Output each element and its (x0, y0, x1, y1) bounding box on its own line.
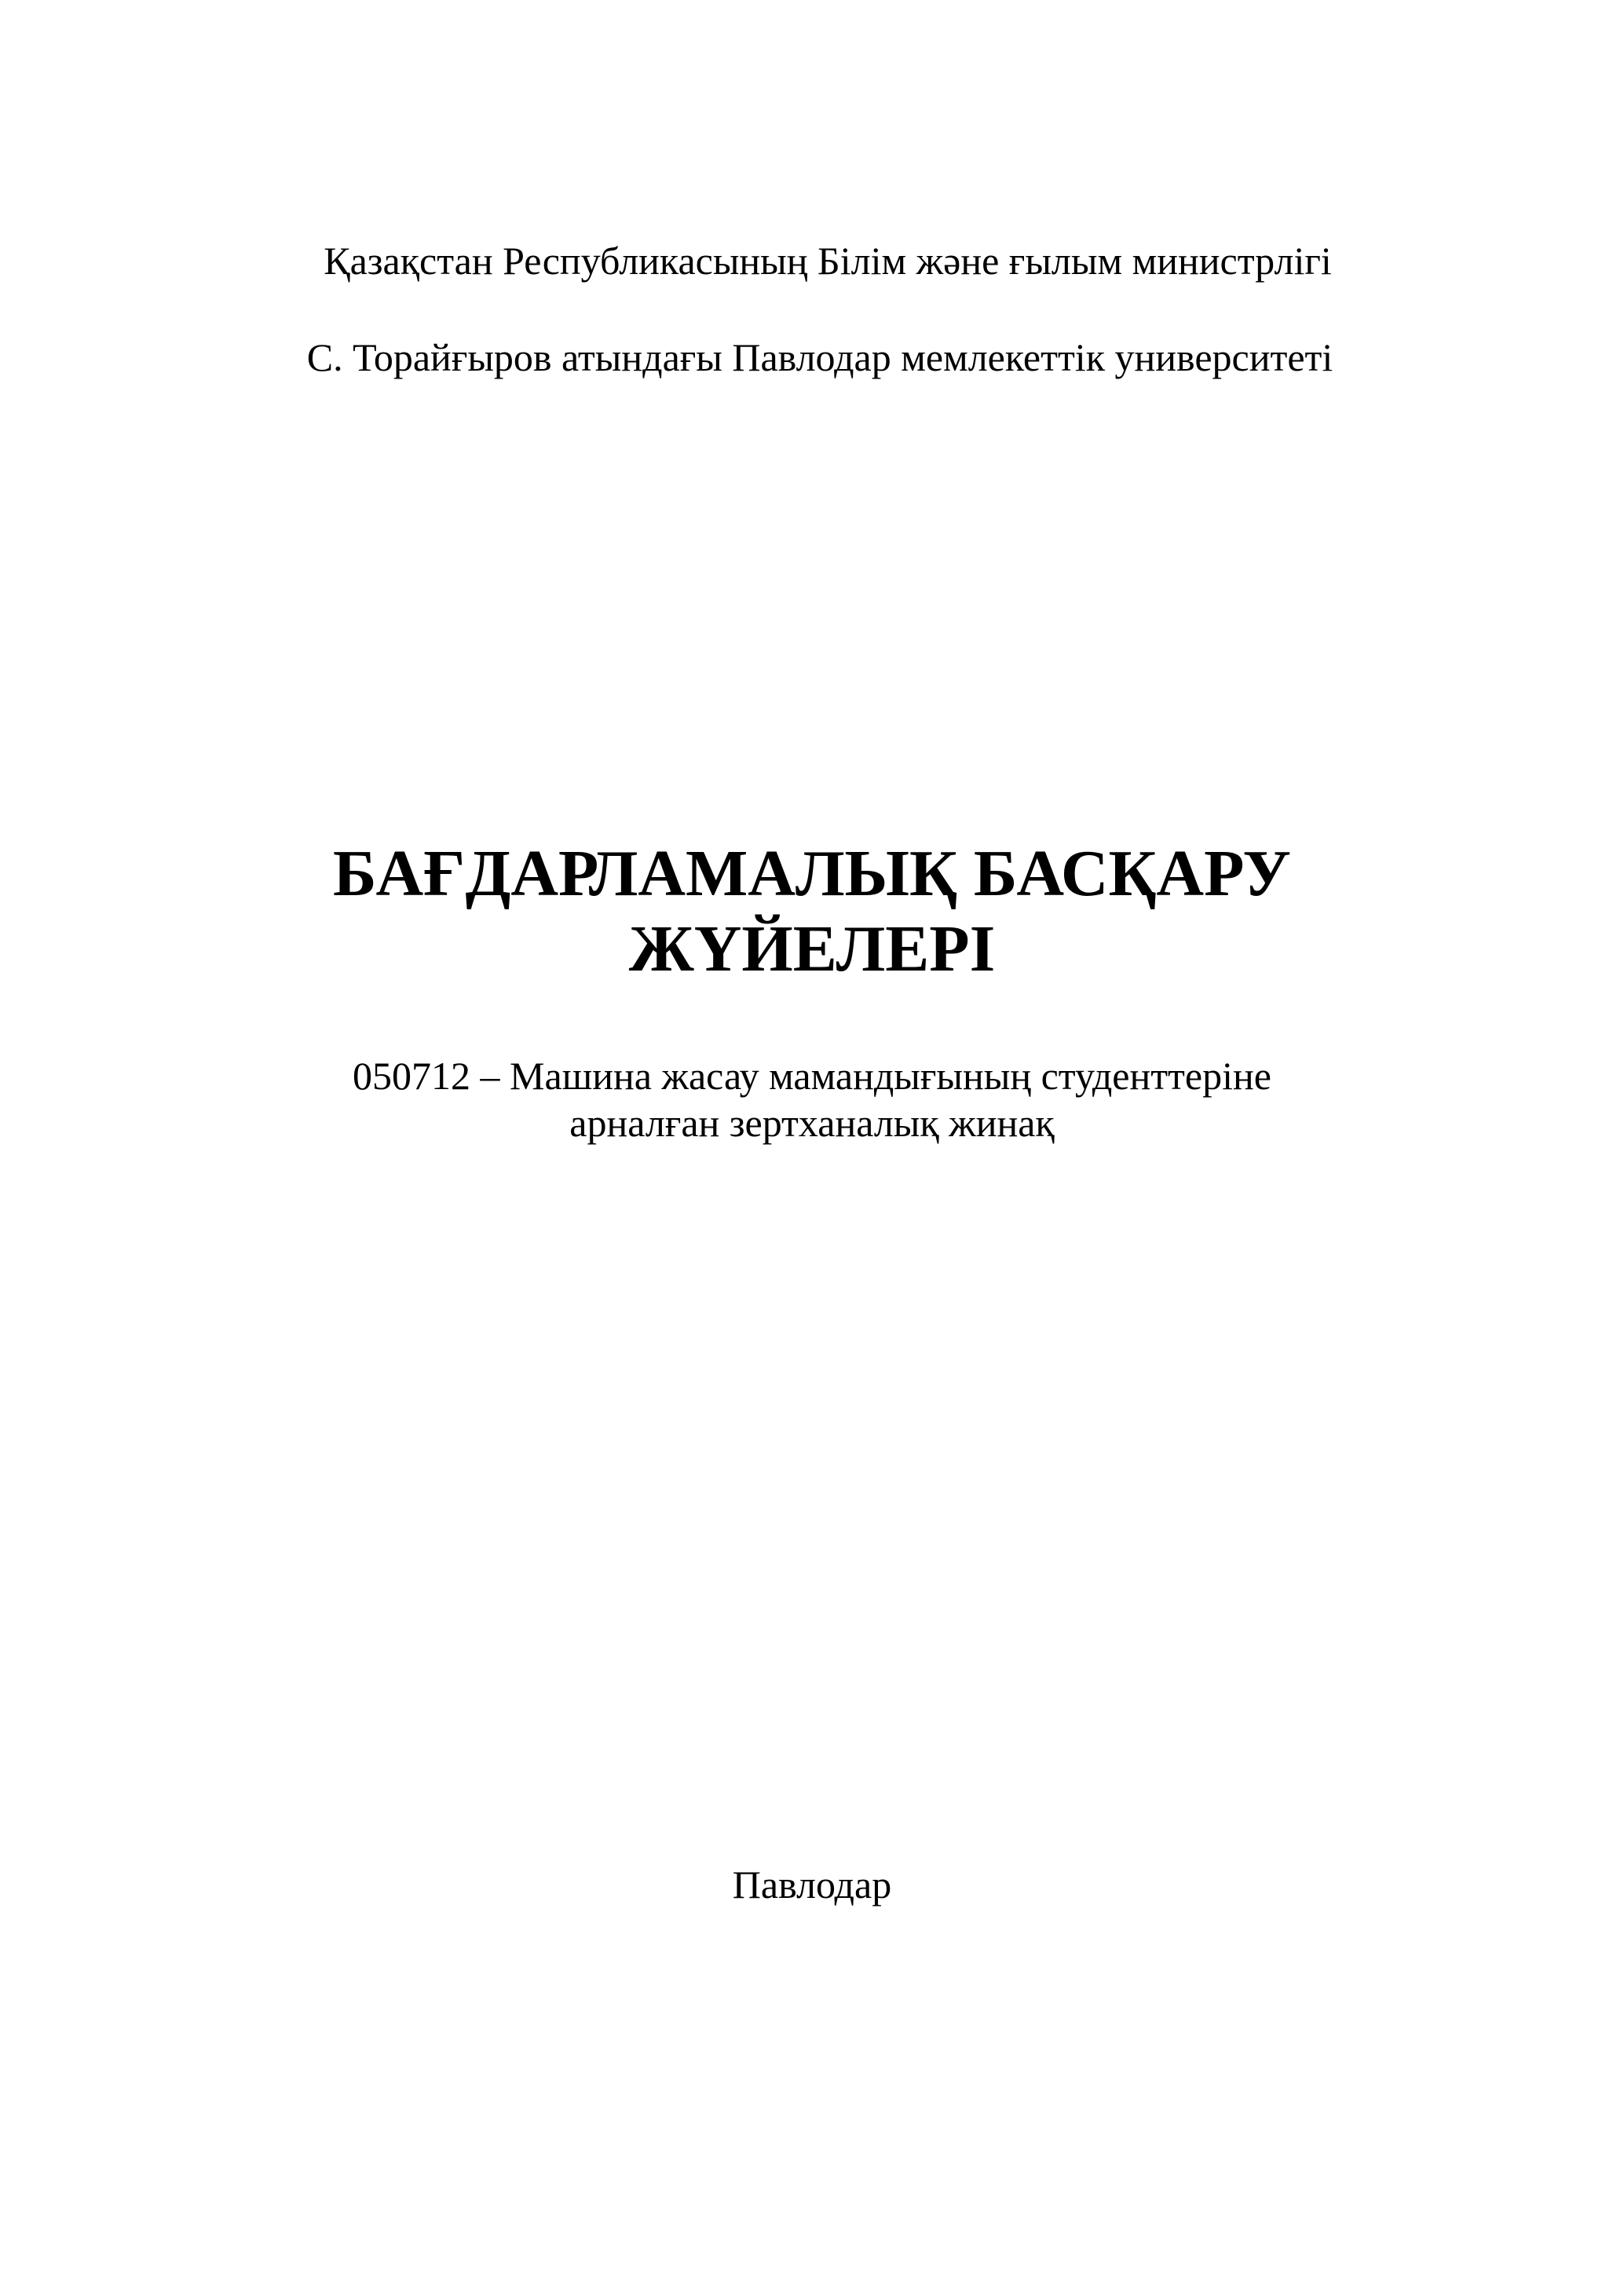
subtitle-line-2: арналған зертханалық жинақ (569, 1101, 1055, 1145)
university-name: С. Торайғыров атындағы Павлодар мемлекеттік университеті (306, 335, 1333, 379)
document-subtitle (0, 1052, 1624, 1146)
subtitle-line-1: 050712 – Машина жасау мамандығының студенттеріне (353, 1054, 1271, 1098)
document-title (0, 836, 1624, 987)
title-line-1: БАҒДАРЛАМАЛЫҚ БАСҚАРУ (333, 837, 1291, 910)
title-line-2: ЖҮЙЕЛЕРІ (628, 912, 996, 985)
ministry-name: Қазақстан Республикасының Білім және ғылым министрлігі (324, 239, 1332, 283)
publication-city: Павлодар (732, 1863, 892, 1907)
